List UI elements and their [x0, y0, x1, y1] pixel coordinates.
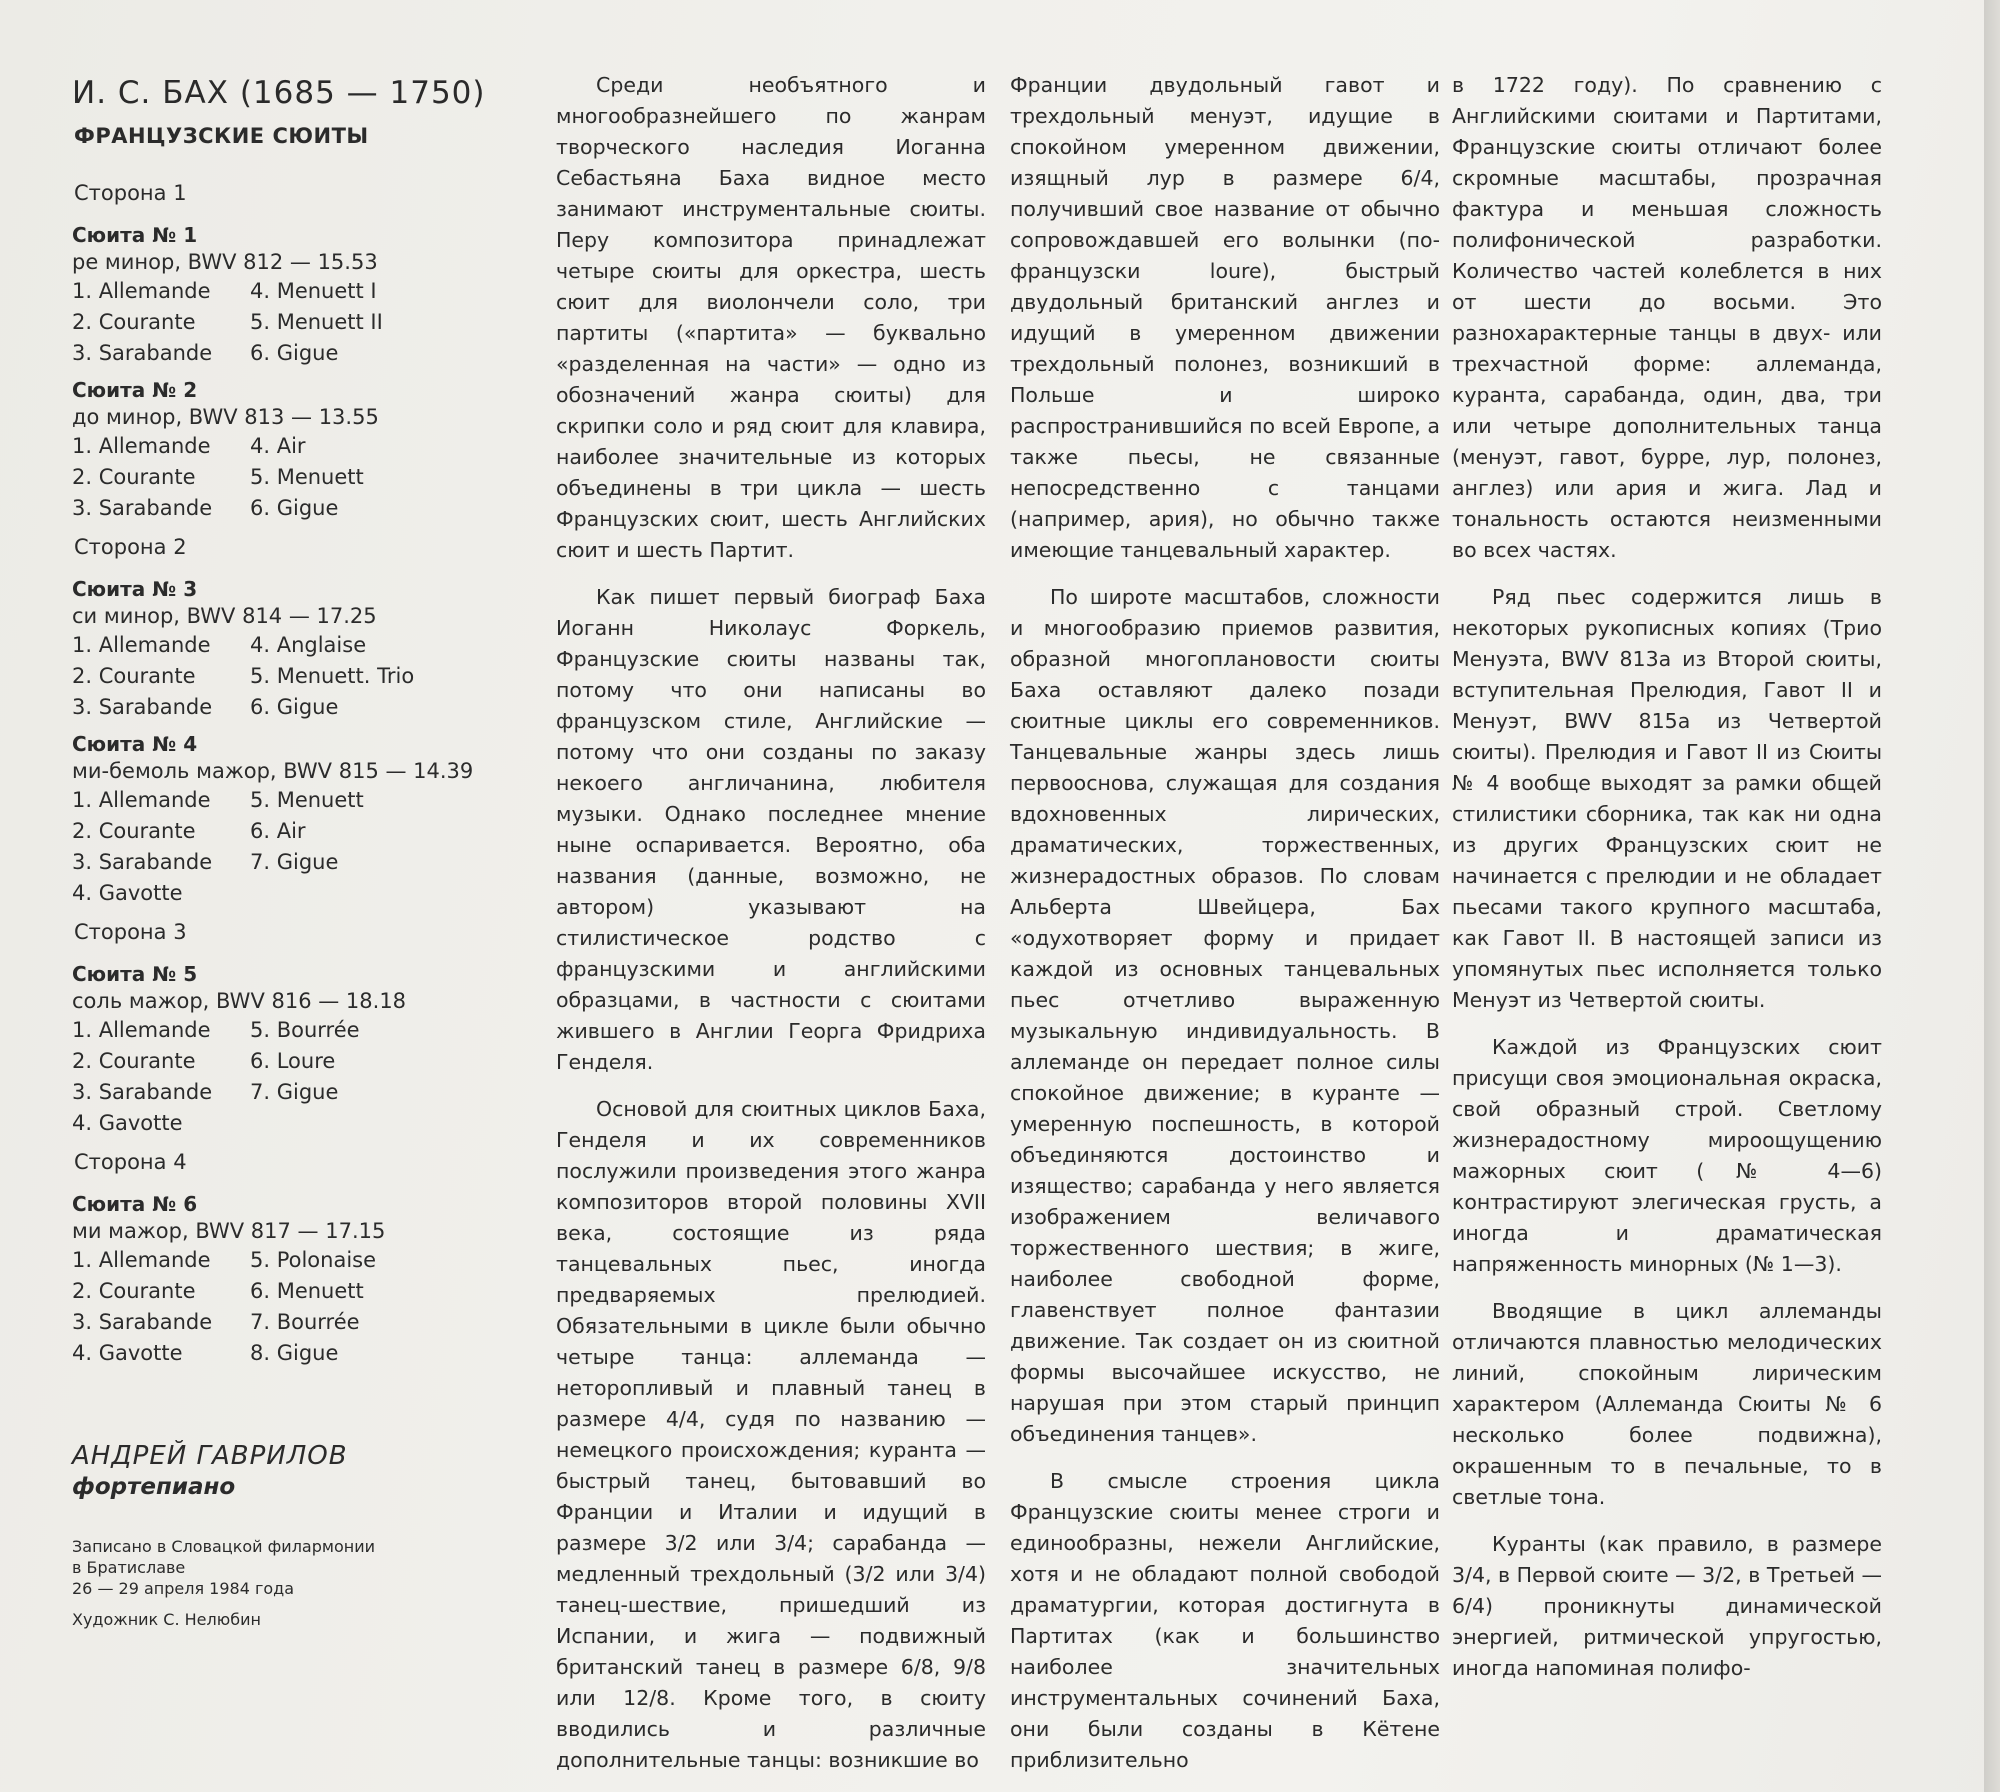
movement: 2. Courante: [72, 310, 196, 334]
recording-credits: [72, 1536, 532, 1630]
movement: 3. Sarabande: [72, 496, 213, 520]
artist-credit: Художник С. Нелюбин: [72, 1610, 261, 1629]
performer-instrument: фортепиано: [72, 1474, 236, 1500]
movement: 7. Bourrée: [250, 1310, 360, 1334]
movement: 7. Gigue: [250, 850, 339, 874]
movement: 1. Allemande: [72, 1018, 211, 1042]
movement: 7. Gigue: [250, 1080, 339, 1104]
article-paragraph: В смысле строения цикла Французские сюиты менее строги и единообразны, нежели Английские, хотя и не обладают полной свободой драматургии, которая достигнута в Партитах (как и большинство наиболее значительных инструментальных сочинений Баха, они были созданы в Кётене приблизительно: [1010, 1469, 1440, 1772]
article-paragraph: Ряд пьес содержится лишь в некоторых рукописных копиях (Трио Менуэта, BWV 813a из Второй сюиты, вступительная Прелюдия, Гавот II и Менуэт, BWV 815a из Четвертой сюиты). Прелюдия и Гавот II из Сюиты № 4 вообще выходят за рамки общей стилистики сборника, так как ни одна из других Французских сюит не начинается с прелюдии и не обладает пьесами такого крупного масштаба, как Гавот II. В настоящей записи из упомянутых пьес исполняется только Менуэт из Четвертой сюиты.: [1452, 585, 1882, 1012]
movement: 1. Allemande: [72, 279, 211, 303]
movement: 3. Sarabande: [72, 1310, 213, 1334]
suite-block: [72, 377, 532, 524]
movement-list: [72, 785, 532, 909]
movement: 5. Menuett II: [250, 310, 383, 334]
track-listing: [72, 74, 532, 1377]
suite-key: ре минор, BWV 812 — 15.53: [72, 250, 378, 274]
movement-list: [72, 431, 532, 524]
suite-key: соль мажор, BWV 816 — 18.18: [72, 989, 407, 1013]
album-title: ФРАНЦУЗСКИЕ СЮИТЫ: [74, 124, 369, 148]
movement: 2. Courante: [72, 1279, 196, 1303]
movement: 5. Menuett: [250, 465, 364, 489]
movement: 2. Courante: [72, 819, 196, 843]
article-paragraph: Каждой из Французских сюит присущи своя эмоциональная окраска, свой образный строй. Светлому жизнерадостному мироощущению мажорных сюит (№ 4—6) контрастируют элегическая грусть, а иногда и драматическая напряженность минорных (№ 1—3).: [1452, 1035, 1882, 1276]
side-label: Сторона 1: [74, 181, 187, 205]
composer-title: И. С. БАХ (1685 — 1750): [72, 75, 486, 111]
recorded-venue: Записано в Словацкой филармонии: [72, 1537, 376, 1556]
movement: 1. Allemande: [72, 633, 211, 657]
movement: 6. Loure: [250, 1049, 336, 1073]
recorded-dates: 26 — 29 апреля 1984 года: [72, 1579, 295, 1598]
movement: 4. Anglaise: [250, 633, 367, 657]
movement-list: [72, 1245, 532, 1369]
article-paragraph: Вводящие в цикл аллеманды отличаются плавностью мелодических линий, спокойным лирическим характером (Аллеманда Сюиты № 6 несколько более подвижна), окрашенным то в печальные, то в светлые тона.: [1452, 1299, 1882, 1509]
movement: 4. Gavotte: [72, 1341, 183, 1365]
article-column-3: [1452, 70, 1882, 1700]
suite-title: Сюита № 3: [72, 577, 198, 601]
movement-list: [72, 1015, 532, 1139]
article-paragraph: Основой для сюитных циклов Баха, Генделя и их современников послужили произведения этого жанра композиторов второй половины XVII века, состоящие из ряда танцевальных пьес, иногда предваряемых прелюдией. Обязательными в цикле были обычно четыре танца: аллеманда — неторопливый и плавный танец в размере 4/4, судя по названию — немецкого происхождения; куранта — быстрый танец, бытовавший во Франции и Италии и идущий в размере 3/2 или 3/4; сарабанда — медленный трехдольный (3/2 или 3/4) танец-шествие, пришедший из Испании, и жига — подвижный британский танец в размере 6/8, 9/8 или 12/8. Кроме того, в сюиту вводились и различные дополнительные танцы: возникшие во: [556, 1097, 986, 1772]
suite-title: Сюита № 6: [72, 1192, 198, 1216]
movement-list: [72, 276, 532, 369]
article-paragraph: Куранты (как правило, в размере 3/4, в Первой сюите — 3/2, в Третьей — 6/4) проникнуты динамической энергией, ритмической упругостью, иногда напоминая полифо-: [1452, 1532, 1882, 1680]
movement: [250, 1108, 510, 1139]
movement: 6. Gigue: [250, 341, 339, 365]
article-column-1: [556, 70, 986, 1792]
suite-block: [72, 731, 532, 909]
movement: 1. Allemande: [72, 434, 211, 458]
movement: 6. Menuett: [250, 1279, 364, 1303]
article-paragraph: Среди необъятного и многообразнейшего по жанрам творческого наследия Иоганна Себастьяна Баха видное место занимают инструментальные сюиты. Перу композитора принадлежат четыре сюиты для оркестра, шесть сюит для виолончели соло, три партиты («партита» — буквально «разделенная на части» — одно из обозначений жанра сюиты) для скрипки соло и ряд сюит для клавира, наиболее значительные из которых объединены в три цикла — шесть Французских сюит, шесть Английских сюит и шесть Партит.: [556, 73, 986, 562]
movement: 1. Allemande: [72, 788, 211, 812]
article-paragraph: По широте масштабов, сложности и многообразию приемов развития, образной многоплановости сюиты Баха оставляют далеко позади сюитные циклы его современников. Танцевальные жанры здесь лишь первооснова, служащая для создания вдохновенных лирических, драматических, торжественных, жизнерадостных образов. По словам Альберта Швейцера, Бах «одухотворяет форму и придает каждой из основных танцевальных пьес отчетливо выраженную музыкальную индивидуальность. В аллеманде он передает полное силы спокойное движение; в куранте — умеренную поспешность, в которой объединяются достоинство и изящество; сарабанда у него является изображением величавого торжественного шествия; в жиге, наиболее свободной форме, главенствует полное фантазии движение. Так создает он из сюитной формы высочайшее искусство, не нарушая при этом старый принцип объединения танцев».: [1010, 585, 1440, 1446]
suite-key: си минор, BWV 814 — 17.25: [72, 604, 377, 628]
movement: 3. Sarabande: [72, 850, 213, 874]
movement: 5. Bourrée: [250, 1018, 360, 1042]
recorded-city: в Братиславе: [72, 1558, 186, 1577]
side-label: Сторона 2: [74, 535, 187, 559]
movement: 6. Gigue: [250, 496, 339, 520]
movement: [250, 878, 510, 909]
movement: 8. Gigue: [250, 1341, 339, 1365]
movement: 6. Air: [250, 819, 306, 843]
suite-title: Сюита № 2: [72, 378, 198, 402]
movement: 3. Sarabande: [72, 1080, 213, 1104]
side-label: Сторона 3: [74, 920, 187, 944]
suite-block: [72, 1191, 532, 1369]
article-paragraph: Франции двудольный гавот и трехдольный менуэт, идущие в спокойном умеренном движении, изящный лур в размере 6/4, получивший свое название от обычно сопровождавшей его волынки (по-французски loure), быстрый двудольный британский англез и идущий в умеренном движении трехдольный полонез, возникший в Польше и широко распространившийся по всей Европе, а также пьесы, не связанные непосредственно с танцами (например, ария), но обычно также имеющие танцевальный характер.: [1010, 73, 1440, 562]
suite-block: [72, 961, 532, 1139]
suite-title: Сюита № 1: [72, 223, 198, 247]
performer-name: АНДРЕЙ ГАВРИЛОВ: [72, 1441, 348, 1471]
suite-block: [72, 576, 532, 723]
movement: 5. Polonaise: [250, 1248, 377, 1272]
movement: 2. Courante: [72, 465, 196, 489]
movement: 2. Courante: [72, 664, 196, 688]
movement: 5. Menuett. Trio: [250, 664, 415, 688]
sleeve-edge: [1984, 0, 2000, 1792]
movement: 4. Gavotte: [72, 881, 183, 905]
article-paragraph: Как пишет первый биограф Баха Иоганн Николаус Форкель, Французские сюиты названы так, потому что они написаны во французском стиле, Английские — потому что они созданы по заказу некоего англичанина, любителя музыки. Однако последнее мнение ныне оспаривается. Вероятно, оба названия (данные, возможно, не автором) указывают на стилистическое родство с французскими и английскими образцами, в частности с сюитами жившего в Англии Георга Фридриха Генделя.: [556, 585, 986, 1074]
suite-key: до минор, BWV 813 — 13.55: [72, 405, 379, 429]
side-label: Сторона 4: [74, 1150, 187, 1174]
movement: 3. Sarabande: [72, 341, 213, 365]
movement: 6. Gigue: [250, 695, 339, 719]
suite-title: Сюита № 5: [72, 962, 198, 986]
article-column-2: [1010, 70, 1440, 1792]
movement: 5. Menuett: [250, 788, 364, 812]
movement: 4. Air: [250, 434, 306, 458]
suite-title: Сюита № 4: [72, 732, 198, 756]
suite-block: [72, 222, 532, 369]
suite-key: ми-бемоль мажор, BWV 815 — 14.39: [72, 759, 474, 783]
suite-key: ми мажор, BWV 817 — 17.15: [72, 1219, 386, 1243]
movement-list: [72, 630, 532, 723]
article-paragraph: в 1722 году). По сравнению с Английскими сюитами и Партитами, Французские сюиты отличают более скромные масштабы, прозрачная фактура и меньшая сложность полифонической разработки. Количество частей колеблется в них от шести до восьми. Это разнохарактерные танцы в двух- или трехчастной форме: аллеманда, куранта, сарабанда, один, два, три или четыре дополнительных танца (менуэт, гавот, бурре, лур, полонез, англез) или ария и жига. Лад и тональность остаются неизменными во всех частях.: [1452, 73, 1882, 562]
performer-credits: [72, 1440, 532, 1630]
movement: 1. Allemande: [72, 1248, 211, 1272]
movement: 2. Courante: [72, 1049, 196, 1073]
movement: 4. Menuett I: [250, 279, 377, 303]
movement: 3. Sarabande: [72, 695, 213, 719]
movement: 4. Gavotte: [72, 1111, 183, 1135]
